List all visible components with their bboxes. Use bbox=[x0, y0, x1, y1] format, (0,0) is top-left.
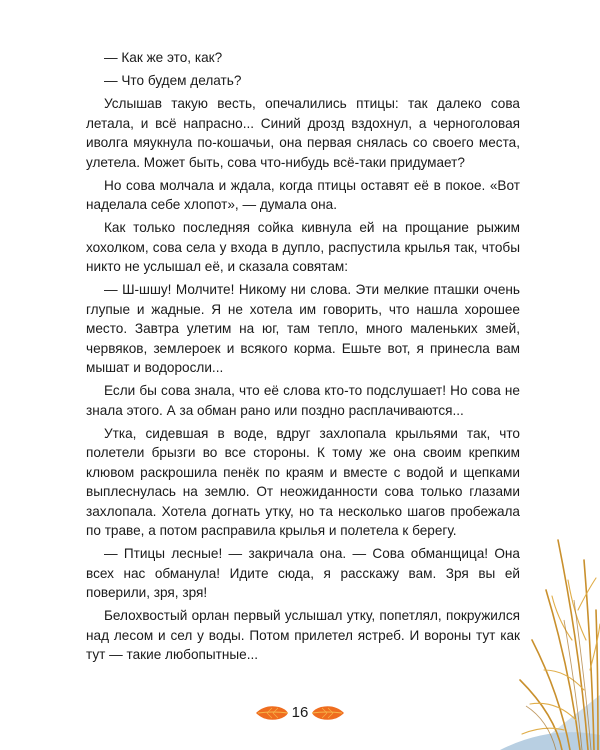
autumn-leaf-icon bbox=[311, 704, 345, 722]
paragraph: Но сова молчала и ждала, когда птицы оставят её в покое. «Вот наделала себе хлопот», — думала она. bbox=[86, 177, 520, 212]
paragraph: Утка, сидевшая в воде, вдруг захлопала крыльями так, что полетели брызги во все стороны. К тому же она своим крепким клювом раскрошила пенёк по краям и вместе с водой и щепками выплеснулась на землю. От неожиданности сова только глазами захлопала. Хотела догнать утку, но та несколько шагов пробежала по траве, а потом расправила крылья и полетела к берегу. bbox=[86, 425, 520, 538]
paragraph: Белохвостый орлан первый услышал утку, попетлял, покружился над лесом и сел у воды. Потом прилетел ястреб. И вороны тут как тут — такие любопытные... bbox=[86, 608, 520, 662]
paragraph: — Что будем делать? bbox=[104, 73, 242, 88]
paragraph: Как только последняя сойка кивнула ей на прощание рыжим хохолком, сова села у входа в дупло, распустила крылья так, чтобы никто не услышал её, и сказала совятам: bbox=[86, 220, 520, 274]
page-folio bbox=[255, 700, 345, 726]
paragraph: — Ш-шшу! Молчите! Никому ни слова. Эти мелкие пташки очень глупые и жадные. Я не хотела им говорить, что нашла хорошее место. Завтра улетим на юг, там тепло, много маленьких змей, червяков, землероек и всякого корма. Ешьте вот, я принесла вам мышат и водоросли... bbox=[86, 282, 520, 375]
paragraph: — Как же это, как? bbox=[104, 50, 223, 65]
paragraph: Если бы сова знала, что её слова кто-то подслушает! Но сова не знала этого. А за обман рано или поздно расплачиваются... bbox=[86, 383, 520, 418]
paragraph: Услышав такую весть, опечалились птицы: так далеко сова летала, и всё напрасно... Синий дрозд вздохнул, а черноголовая иволга мяукнула по-кошачьи, она первая снялась со своего места, улетела. Может быть, сова что-нибудь всё-таки придумает? bbox=[86, 96, 520, 170]
reeds-illustration bbox=[460, 520, 600, 750]
paragraph: — Птицы лесные! — закричала она. — Сова обманщица! Она всех нас обманула! Идите сюда, я расскажу вам. Зря вы ей поверили, зря, зря! bbox=[86, 546, 520, 600]
story-text bbox=[86, 48, 520, 668]
page-number: 16 bbox=[291, 704, 309, 721]
